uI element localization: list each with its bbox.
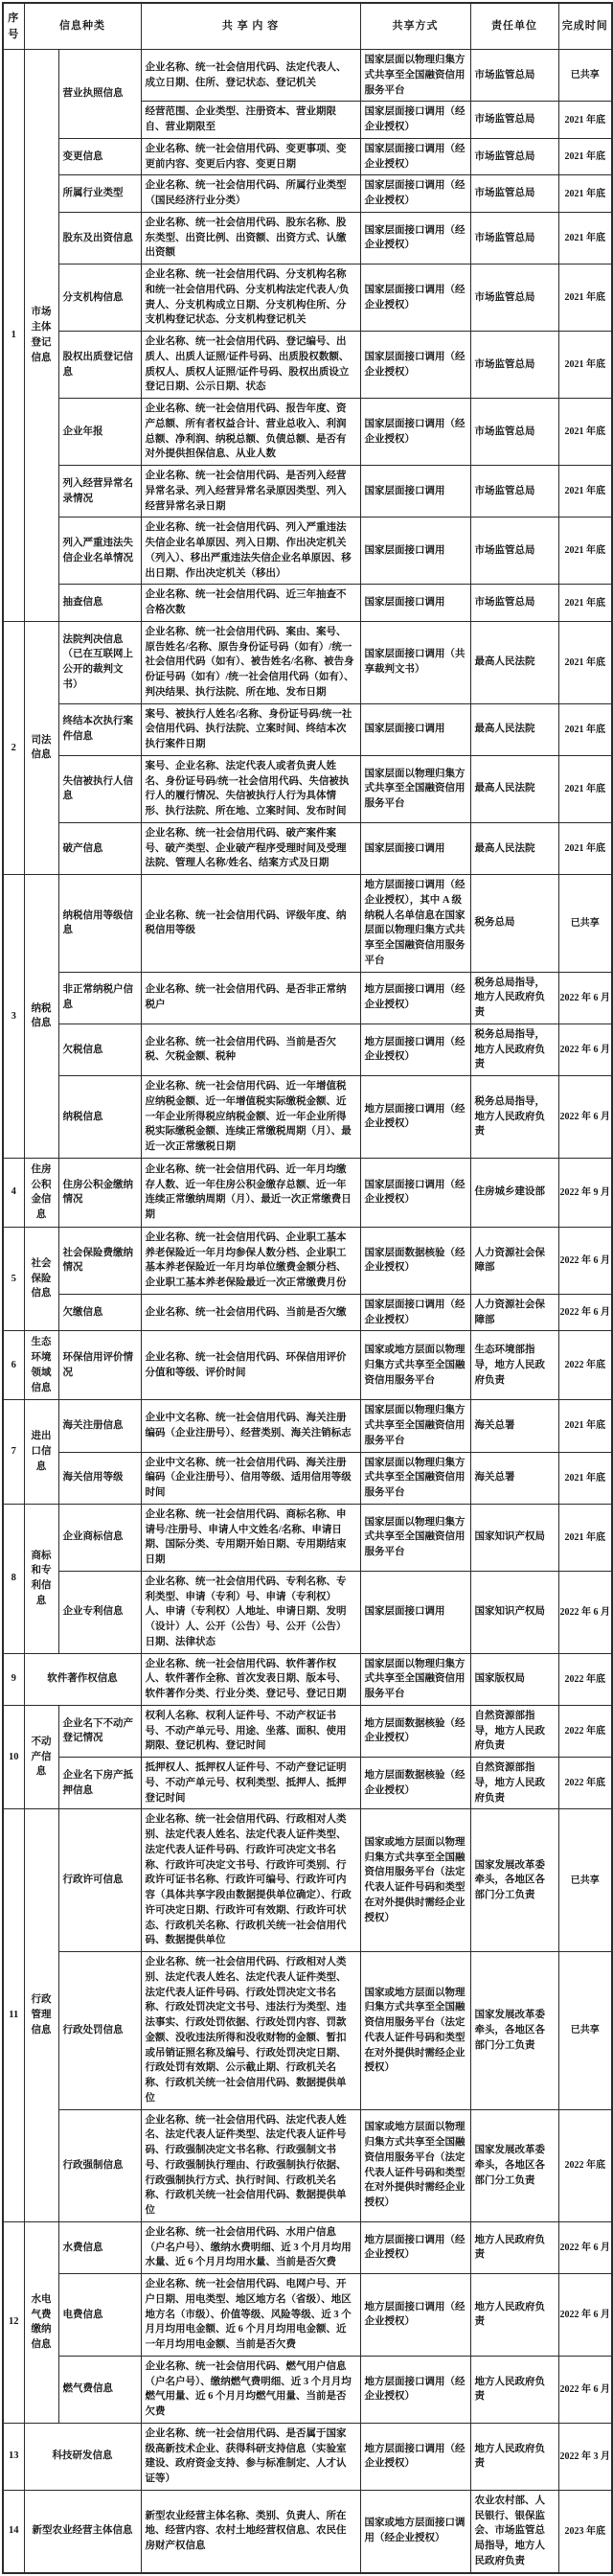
table-row	[3, 1400, 612, 1452]
type-cell: 股权出质登记信息	[58, 332, 141, 399]
table-row	[3, 138, 612, 175]
table-row	[3, 621, 612, 703]
table-row	[3, 2490, 612, 2572]
table-row	[3, 518, 612, 585]
type-cell: 所属行业类型	[58, 175, 141, 213]
time-cell: 2022 年底	[558, 1758, 612, 1809]
table-row	[3, 972, 612, 1024]
method-cell: 国家或地方层面以物理归集方式共享至全国融资信用服务平台（法定代表人证件号码和类型在对外提供时需经企业授权）	[360, 1952, 470, 2110]
time-cell: 2021 年底	[558, 175, 612, 213]
unit-cell: 市场监管总局	[470, 138, 558, 175]
method-cell: 国家或地方层面接口调用（经企业授权）	[360, 2490, 470, 2572]
method-cell: 国家层面接口调用（经企业授权）	[360, 175, 470, 213]
method-cell: 国家层面接口调用（经企业授权）	[360, 399, 470, 466]
time-cell: 已共享	[558, 875, 612, 973]
col-header-category: 信息种类	[24, 3, 141, 50]
time-cell: 2023 年底	[558, 2490, 612, 2572]
time-cell: 2022 年 6 月	[558, 2221, 612, 2273]
method-cell: 国家层面接口调用（经企业授权）	[360, 264, 470, 332]
unit-cell: 市场监管总局	[470, 332, 558, 399]
row-no: 6	[3, 1331, 24, 1400]
unit-cell: 国家知识产权局	[470, 1571, 558, 1653]
method-cell: 地方层面接口调用（经企业授权）	[360, 1076, 470, 1159]
table-row	[3, 466, 612, 518]
content-cell: 企业名称、统一社会信用代码、燃气用户信息（户名户号）、缴纳燃气费明细、近 3 个月月均燃气用量、近 6 个月月均燃气用量、当前是否欠费	[141, 2356, 360, 2423]
type-cell: 失信被执行人信息	[58, 755, 141, 822]
method-cell: 国家层面以物理归集方式共享至全国融资信用服务平台	[360, 1504, 470, 1571]
content-cell: 权利人名称、权利人证件号、不动产权证书号、不动产单元号、用途、坐落、面积、使用期限、登记机构、登记时间	[141, 1705, 360, 1757]
row-no: 2	[3, 621, 24, 874]
unit-cell: 市场监管总局	[470, 264, 558, 332]
time-cell: 2021 年底	[558, 703, 612, 755]
unit-cell: 自然资源部指导，地方人民政府负责	[470, 1705, 558, 1757]
content-cell: 企业名称、统一社会信用代码、是否属于国家级高新技术企业、获得科研支持信息（实验室建设、政府资金支持、参与标准制定、人才认证等）	[141, 2423, 360, 2490]
unit-cell: 地方人民政府负责	[470, 2423, 558, 2490]
category-cell: 社会保险信息	[24, 1227, 58, 1331]
content-cell: 企业名称、统一社会信用代码、近一年增值税应纳税金额、近一年增值税实际缴税金额、近一年企业所得税应纳税金额、近一年企业所得税实际缴税金额、连续正常缴税周期（月）、最近一次正常缴税日期	[141, 1076, 360, 1159]
content-cell: 企业名称、统一社会信用代码、案由、案号、原告姓名/名称、原告身份证号码（如有）/统一社会信用代码（如有）、被告姓名/名称、被告身份证号码（如有）/统一社会信用代码（如有）、判决结果、执行法院、所在地、发布日期	[141, 621, 360, 703]
type-cell: 企业专利信息	[58, 1571, 141, 1653]
unit-cell: 国家发展改革委牵头，各地区各部门分工负责	[470, 1952, 558, 2110]
method-cell: 国家层面接口调用	[360, 1571, 470, 1653]
time-cell: 2021 年底	[558, 1452, 612, 1504]
table-row	[3, 1452, 612, 1504]
time-cell: 2021 年底	[558, 212, 612, 264]
content-cell: 企业名称、统一社会信用代码、近三年抽查不合格次数	[141, 585, 360, 622]
content-cell: 企业名称、统一社会信用代码、破产案件案号、破产类型、企业破产程序受理时间及受理法院、管理人名称/姓名、结案方式及日期	[141, 822, 360, 874]
content-cell: 企业名称、统一社会信用代码、当前是否欠缴	[141, 1294, 360, 1331]
unit-cell: 国家发展改革委牵头，各地区各部门分工负责	[470, 2109, 558, 2221]
type-cell: 欠缴信息	[58, 1294, 141, 1331]
unit-cell: 地方人民政府负责	[470, 2274, 558, 2357]
type-cell: 变更信息	[58, 138, 141, 175]
unit-cell: 自然资源部指导，地方人民政府负责	[470, 1758, 558, 1809]
category-cell: 新型农业经营主体信息	[24, 2490, 141, 2572]
time-cell: 2021 年底	[558, 518, 612, 585]
table-row	[3, 212, 612, 264]
time-cell: 2021 年底	[558, 1504, 612, 1571]
method-cell: 国家层面以物理归集方式共享至全国融资信用服务平台	[360, 1653, 470, 1705]
row-no: 5	[3, 1227, 24, 1331]
table-row	[3, 1809, 612, 1952]
table-row	[3, 1758, 612, 1809]
method-cell: 国家层面接口调用	[360, 822, 470, 874]
content-cell: 经营范围、企业类型、注册资本、营业期限自、营业期限至	[141, 102, 360, 139]
table-row	[3, 1158, 612, 1227]
type-cell: 欠税信息	[58, 1024, 141, 1075]
header-row	[3, 3, 612, 50]
type-cell: 破产信息	[58, 822, 141, 874]
type-cell: 燃气费信息	[58, 2356, 141, 2423]
table-row	[3, 822, 612, 874]
unit-cell: 市场监管总局	[470, 466, 558, 518]
row-no: 8	[3, 1504, 24, 1653]
method-cell: 国家层面接口调用（经企业授权）	[360, 102, 470, 139]
time-cell: 2021 年底	[558, 466, 612, 518]
unit-cell: 市场监管总局	[470, 212, 558, 264]
unit-cell: 税务总局指导，地方人民政府负责	[470, 1024, 558, 1075]
table-row	[3, 1076, 612, 1159]
type-cell: 海关注册信息	[58, 1400, 141, 1452]
table-row	[3, 1571, 612, 1653]
row-no: 14	[3, 2490, 24, 2572]
category-cell: 纳税信息	[24, 875, 58, 1159]
unit-cell: 市场监管总局	[470, 399, 558, 466]
unit-cell: 国家版权局	[470, 1653, 558, 1705]
unit-cell: 人力资源社会保障部	[470, 1294, 558, 1331]
unit-cell: 市场监管总局	[470, 50, 558, 102]
time-cell: 已共享	[558, 50, 612, 102]
method-cell: 地方层面接口调用（经企业授权）	[360, 972, 470, 1024]
time-cell: 2021 年底	[558, 332, 612, 399]
unit-cell: 海关总署	[470, 1400, 558, 1452]
content-cell: 企业名称、统一社会信用代码、法定代表人姓名、法定代表人证件类型、法定代表人证件号码、行政强制决定文书名称、行政强制文书号、行政强制执行理由、行政强制执行依据、行政强制执行方式、执行时间、行政机关名称、行政机关统一社会信用代码、数据提供单位	[141, 2109, 360, 2221]
method-cell: 地方层面接口调用（经企业授权）	[360, 2423, 470, 2490]
table-row	[3, 264, 612, 332]
unit-cell: 最高人民法院	[470, 755, 558, 822]
type-cell: 法院判决信息（已在互联网上公开的裁判文书）	[58, 621, 141, 703]
row-no: 13	[3, 2423, 24, 2490]
method-cell: 国家层面接口调用（共享裁判文书）	[360, 621, 470, 703]
content-cell: 企业名称、统一社会信用代码、近一年月均缴存人数、近一年住房公积金缴存总额、近一年连续正常缴纳周期（月）、最近一次正常缴费日期	[141, 1158, 360, 1227]
content-cell: 企业中文名称、统一社会信用代码、海关注册编码（企业注册号）、经营类别、海关注销标志	[141, 1400, 360, 1452]
method-cell: 国家层面接口调用（经企业授权）	[360, 138, 470, 175]
row-no: 10	[3, 1705, 24, 1809]
content-cell: 企业中文名称、统一社会信用代码、海关注册编码（企业注册号）、信用等级、适用信用等级时间	[141, 1452, 360, 1504]
category-cell: 科技研发信息	[24, 2423, 141, 2490]
content-cell: 企业名称、统一社会信用代码、列入严重违法失信企业名单原因、列入日期、作出决定机关（列入）、移出严重违法失信企业名单原因、移出日期、作出决定机关（移出）	[141, 518, 360, 585]
time-cell: 2021 年底	[558, 399, 612, 466]
time-cell: 2022 年 6 月	[558, 1024, 612, 1075]
time-cell: 2021 年底	[558, 755, 612, 822]
col-header-time: 完成时间	[558, 3, 612, 50]
type-cell: 环保信用评价情况	[58, 1331, 141, 1400]
type-cell: 非正常纳税户信息	[58, 972, 141, 1024]
unit-cell: 最高人民法院	[470, 703, 558, 755]
category-cell: 进出口信息	[24, 1400, 58, 1505]
table-row	[3, 1952, 612, 2110]
type-cell: 住房公积金缴纳情况	[58, 1158, 141, 1227]
type-cell: 企业商标信息	[58, 1504, 141, 1571]
content-cell: 企业名称、统一社会信用代码、登记编号、出质人、出质人证照/证件号码、出质股权数额、质权人、质权人证照/证件号码、股权出质设立登记日期、公示日期、状态	[141, 332, 360, 399]
type-cell: 企业年报	[58, 399, 141, 466]
method-cell: 国家层面接口调用	[360, 518, 470, 585]
method-cell: 地方层面数据核验（经企业授权）	[360, 1705, 470, 1757]
content-cell: 企业名称、统一社会信用代码、环保信用评价分值和等级、评价时间	[141, 1331, 360, 1400]
table-row	[3, 1653, 612, 1705]
method-cell: 地方层面数据核验（经企业授权）	[360, 1758, 470, 1809]
time-cell: 2021 年底	[558, 621, 612, 703]
category-cell: 不动产信息	[24, 1705, 58, 1809]
row-no: 3	[3, 875, 24, 1159]
time-cell: 2022 年 6 月	[558, 2356, 612, 2423]
unit-cell: 海关总署	[470, 1452, 558, 1504]
content-cell: 企业名称、统一社会信用代码、评级年度、纳税信用等级	[141, 875, 360, 973]
content-cell: 企业名称、统一社会信用代码、当前是否欠税、欠税金额、税种	[141, 1024, 360, 1075]
method-cell: 地方层面接口调用（经企业授权）	[360, 1024, 470, 1075]
row-no: 7	[3, 1400, 24, 1505]
type-cell: 企业名下房产抵押信息	[58, 1758, 141, 1809]
time-cell: 2022 年 6 月	[558, 2274, 612, 2357]
type-cell: 终结本次执行案件信息	[58, 703, 141, 755]
unit-cell: 国家发展改革委牵头，各地区各部门分工负责	[470, 1809, 558, 1952]
category-cell: 水电气费缴纳信息	[24, 2221, 58, 2423]
content-cell: 企业名称、统一社会信用代码、行政相对人类别、法定代表人姓名、法定代表人证件类型、法定代表人证件号码、行政处罚决定文书名称、行政处罚决定文书号、违法行为类型、违法事实、行政处罚依据、行政处罚内容、罚款金额、没收违法所得和没收财物的金额、暂扣或吊销证照名称及编号、行政处罚决定日期、行政处罚有效期、公示截止期、行政机关名称、行政机关统一社会信用代码、数据提供单位	[141, 1952, 360, 2110]
method-cell: 国家层面接口调用（经企业授权）	[360, 212, 470, 264]
category-cell: 住房公积金信息	[24, 1158, 58, 1227]
time-cell: 2021 年底	[558, 1400, 612, 1452]
method-cell: 国家层面接口调用（经企业授权）	[360, 1158, 470, 1227]
content-cell: 企业名称、统一社会信用代码、专利名称、专利类型、申请（专利）号、申请（专利权）人、申请（专利权）人地址、申请日期、发明（设计）人、公开（公告）号、公开（公告）日期、法律状态	[141, 1571, 360, 1653]
type-cell: 纳税信息	[58, 1076, 141, 1159]
time-cell: 2021 年底	[558, 138, 612, 175]
table-row	[3, 2423, 612, 2490]
time-cell: 2022 年底	[558, 2109, 612, 2221]
type-cell: 营业执照信息	[58, 50, 141, 139]
method-cell: 国家或地方层面以物理归集方式共享至全国融资信用服务平台	[360, 1331, 470, 1400]
type-cell: 水费信息	[58, 2221, 141, 2273]
table-row	[3, 703, 612, 755]
category-cell: 行政管理信息	[24, 1809, 58, 2222]
unit-cell: 最高人民法院	[470, 621, 558, 703]
unit-cell: 住房城乡建设部	[470, 1158, 558, 1227]
time-cell: 2021 年底	[558, 585, 612, 622]
unit-cell: 税务总局	[470, 875, 558, 973]
time-cell: 2021 年底	[558, 102, 612, 139]
unit-cell: 市场监管总局	[470, 585, 558, 622]
category-cell: 商标和专利信息	[24, 1504, 58, 1653]
col-header-unit: 责任单位	[470, 3, 558, 50]
unit-cell: 税务总局指导，地方人民政府负责	[470, 1076, 558, 1159]
col-header-content: 共 享 内 容	[141, 3, 360, 50]
info-sharing-table	[2, 2, 613, 2574]
type-cell: 行政强制信息	[58, 2109, 141, 2221]
type-cell: 行政许可信息	[58, 1809, 141, 1952]
category-cell: 生态环境领域信息	[24, 1331, 58, 1400]
category-cell: 市场主体登记信息	[24, 50, 58, 622]
unit-cell: 市场监管总局	[470, 102, 558, 139]
method-cell: 国家层面接口调用（经企业授权）	[360, 332, 470, 399]
unit-cell: 税务总局指导，地方人民政府负责	[470, 972, 558, 1024]
table-row	[3, 50, 612, 102]
content-cell: 企业名称、统一社会信用代码、行政相对人类别、法定代表人姓名、法定代表人证件类型、法定代表人证件号码、行政许可决定文书名称、行政许可决定文书号、行政许可类别、行政许可证书名称、行政许可编号、行政许可内容（具体共享字段由数据提供单位确定）、行政许可决定日期、行政许可有效期、行政许可状态、行政机关名称、行政机关统一社会信用代码、数据提供单位	[141, 1809, 360, 1952]
content-cell: 企业名称、统一社会信用代码、所属行业类型（国民经济行业分类）	[141, 175, 360, 213]
time-cell: 2022 年 6 月	[558, 1571, 612, 1653]
time-cell: 2022 年 6 月	[558, 1227, 612, 1294]
table-row	[3, 1024, 612, 1075]
content-cell: 案号、被执行人姓名/名称、身份证号码/统一社会信用代码、执行法院、立案时间、终结本次执行案件日期	[141, 703, 360, 755]
time-cell: 2022 年 6 月	[558, 1076, 612, 1159]
type-cell: 行政处罚信息	[58, 1952, 141, 2110]
content-cell: 新型农业经营主体名称、类别、负责人、所在地、经营内容、农村土地经营权信息、农民住房财产权信息	[141, 2490, 360, 2572]
col-header-no: 序号	[3, 3, 24, 50]
table-row	[3, 1705, 612, 1757]
table-row	[3, 1294, 612, 1331]
method-cell: 地方层面接口调用（经企业授权）	[360, 2274, 470, 2357]
method-cell: 国家层面以物理归集方式共享至全国融资信用服务平台	[360, 50, 470, 102]
unit-cell: 地方人民政府负责	[470, 2221, 558, 2273]
type-cell: 股东及出资信息	[58, 212, 141, 264]
row-no: 11	[3, 1809, 24, 2222]
type-cell: 列入严重违法失信企业名单情况	[58, 518, 141, 585]
unit-cell: 人力资源社会保障部	[470, 1227, 558, 1294]
content-cell: 案号、企业名称、法定代表人或者负责人姓名、身份证号码/统一社会信用代码、失信被执行人的履行情况、失信被执行人行为具体情形、执行法院、所在地、立案时间、发布时间	[141, 755, 360, 822]
content-cell: 企业名称、统一社会信用代码、是否非正常纳税户	[141, 972, 360, 1024]
time-cell: 2022 年 6 月	[558, 1294, 612, 1331]
table-row	[3, 1504, 612, 1571]
type-cell: 抽查信息	[58, 585, 141, 622]
content-cell: 企业名称、统一社会信用代码、变更事项、变更前内容、变更后内容、变更日期	[141, 138, 360, 175]
type-cell: 社会保险费缴纳情况	[58, 1227, 141, 1294]
time-cell: 2021 年底	[558, 264, 612, 332]
row-no: 4	[3, 1158, 24, 1227]
content-cell: 企业名称、统一社会信用代码、企业职工基本养老保险近一年月均参保人数分档、企业职工基本养老保险近一年月均单位缴费金额分档、企业职工基本养老保险最近一次正常缴费月份	[141, 1227, 360, 1294]
row-no: 1	[3, 50, 24, 622]
content-cell: 企业名称、统一社会信用代码、法定代表人、成立日期、住所、登记状态、登记机关	[141, 50, 360, 102]
content-cell: 企业名称、统一社会信用代码、报告年度、资产总额、所有者权益合计、营业总收入、利润总额、净利润、纳税总额、负债总额、是否有对外提供担保信息、从业人数	[141, 399, 360, 466]
category-cell: 软件著作权信息	[24, 1653, 141, 1705]
time-cell: 2022 年底	[558, 1705, 612, 1757]
content-cell: 企业名称、统一社会信用代码、商标名称、申请号/注册号、申请人中文姓名/名称、申请日期、国际分类、专用期开始日期、专用期结束日期	[141, 1504, 360, 1571]
method-cell: 国家层面以物理归集方式共享至全国融资信用服务平台	[360, 755, 470, 822]
method-cell: 国家层面以物理归集方式共享至全国融资信用服务平台	[360, 1452, 470, 1504]
method-cell: 国家层面接口调用	[360, 466, 470, 518]
time-cell: 2021 年底	[558, 822, 612, 874]
table-row	[3, 875, 612, 973]
method-cell: 地方层面接口调用（经企业授权），其中 A 级纳税人名单信息在国家层面以物理归集方式共享至全国融资信用服务平台	[360, 875, 470, 973]
unit-cell: 市场监管总局	[470, 518, 558, 585]
content-cell: 企业名称、统一社会信用代码、电网户号、开户日期、用电类型、地区地方名（省级）、地区地方名（市级）、价值等级、风险等级、近 3 个月月均用电金额、近 6 个月月均用电金额、近一年月均用电金额、当前是否欠费	[141, 2274, 360, 2357]
content-cell: 企业名称、统一社会信用代码、分支机构名称和统一社会信用代码、分支机构法定代表人/负责人、分支机构成立日期、分支机构住所、分支机构登记状态、分支机构登记机关	[141, 264, 360, 332]
row-no: 9	[3, 1653, 24, 1705]
table-row	[3, 2109, 612, 2221]
time-cell: 2022 年底	[558, 1331, 612, 1400]
table-row	[3, 1227, 612, 1294]
method-cell: 国家或地方层面以物理归集方式共享至全国融资信用服务平台（法定代表人证件号码和类型在对外提供时需经企业授权）	[360, 1809, 470, 1952]
type-cell: 纳税信用等级信息	[58, 875, 141, 973]
method-cell: 国家层面接口调用	[360, 703, 470, 755]
table-row	[3, 399, 612, 466]
time-cell: 2022 年 9 月	[558, 1158, 612, 1227]
method-cell: 地方层面接口调用（经企业授权）	[360, 2356, 470, 2423]
type-cell: 海关信用等级	[58, 1452, 141, 1504]
unit-cell: 地方人民政府负责	[470, 2356, 558, 2423]
table-row	[3, 2274, 612, 2357]
type-cell: 列入经营异常名录情况	[58, 466, 141, 518]
table-row	[3, 585, 612, 622]
category-cell: 司法信息	[24, 621, 58, 874]
table-row	[3, 175, 612, 213]
table-row	[3, 2356, 612, 2423]
time-cell: 2022 年底	[558, 1653, 612, 1705]
table-row	[3, 332, 612, 399]
content-cell: 企业名称、统一社会信用代码、是否列入经营异常名录、列入经营异常名录原因类型、列入经营异常名录日期	[141, 466, 360, 518]
content-cell: 企业名称、统一社会信用代码、软件著作权人、软件著作全称、首次发表日期、版本号、软件著作分类、行业分类、登记号、登记日期	[141, 1653, 360, 1705]
content-cell: 企业名称、统一社会信用代码、股东名称、股东类型、出资比例、出资额、出资方式、认缴出资额	[141, 212, 360, 264]
table-row	[3, 2221, 612, 2273]
time-cell: 2022 年 6 月	[558, 972, 612, 1024]
row-no: 12	[3, 2221, 24, 2423]
time-cell: 已共享	[558, 1952, 612, 2110]
method-cell: 国家或地方层面以物理归集方式共享至全国融资信用服务平台（法定代表人证件号码和类型在对外提供时需经企业授权）	[360, 2109, 470, 2221]
table-row	[3, 1331, 612, 1400]
type-cell: 分支机构信息	[58, 264, 141, 332]
unit-cell: 最高人民法院	[470, 822, 558, 874]
method-cell: 国家层面数据核验（经企业授权）	[360, 1227, 470, 1294]
method-cell: 地方层面接口调用（经企业授权）	[360, 2221, 470, 2273]
method-cell: 国家层面接口调用（经企业授权）	[360, 1294, 470, 1331]
time-cell: 已共享	[558, 1809, 612, 1952]
method-cell: 国家层面以物理归集方式共享至全国融资信用服务平台	[360, 1400, 470, 1452]
time-cell: 2022 年 3 月	[558, 2423, 612, 2490]
table-row	[3, 755, 612, 822]
content-cell: 企业名称、统一社会信用代码、水用户信息（户名户号）、缴纳水费明细、近 3 个月月均用水量、近 6 个月月均用水量、当前是否欠费	[141, 2221, 360, 2273]
type-cell: 企业名下不动产登记情况	[58, 1705, 141, 1757]
unit-cell: 农业农村部、人民银行、银保监会、市场监管总局指导，地方人民政府负责	[470, 2490, 558, 2572]
unit-cell: 市场监管总局	[470, 175, 558, 213]
unit-cell: 国家知识产权局	[470, 1504, 558, 1571]
content-cell: 抵押权人、抵押权人证件号、不动产登记证明号、不动产单元号、权利类型、抵押人、抵押登记时间	[141, 1758, 360, 1809]
col-header-method: 共享方式	[360, 3, 470, 50]
type-cell: 电费信息	[58, 2274, 141, 2357]
method-cell: 国家层面接口调用	[360, 585, 470, 622]
unit-cell: 生态环境部指导，地方人民政府负责	[470, 1331, 558, 1400]
